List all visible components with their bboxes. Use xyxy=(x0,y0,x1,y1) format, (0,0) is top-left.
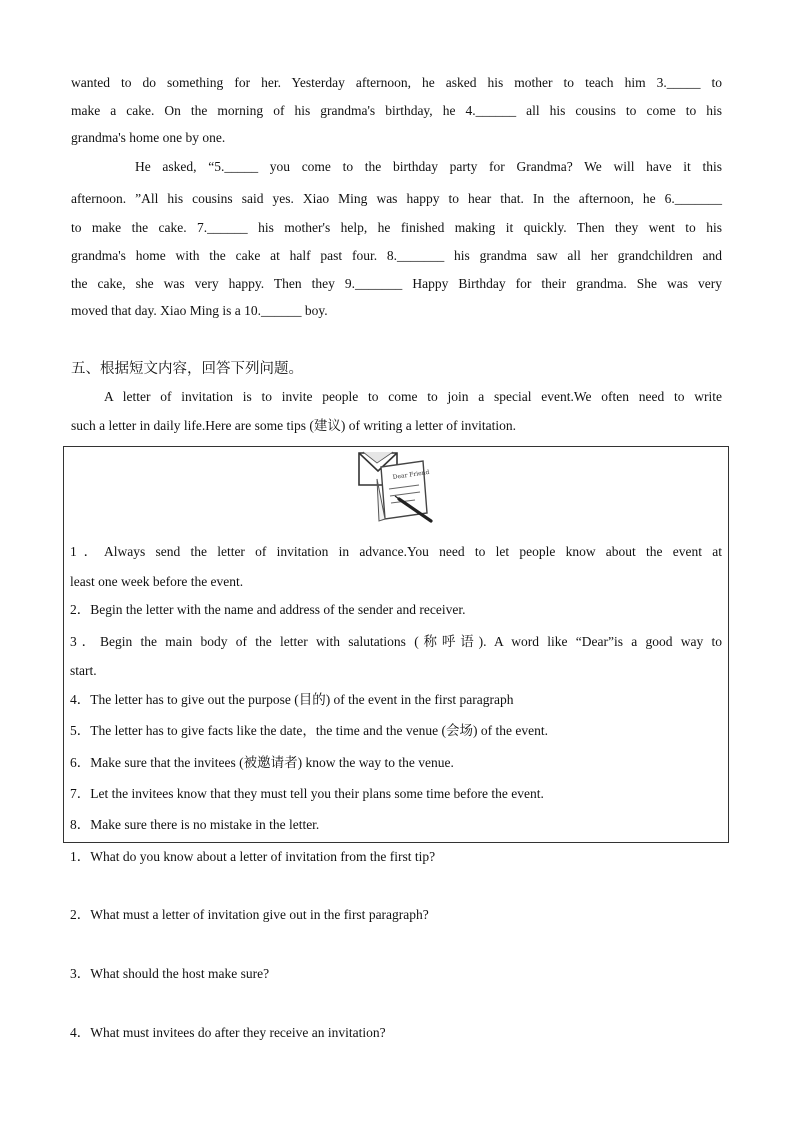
question-1: 1．What do you know about a letter of invitation from the first tip? xyxy=(70,849,436,864)
intro-line-2: such a letter in daily life.Here are some tips (建议) of writing a letter of invitation. xyxy=(71,418,516,433)
letter-envelope-icon xyxy=(355,449,437,529)
passage-line-6: to make the cake. 7.______ his mother's help, he finished making it quickly. Then they went to his xyxy=(71,220,722,235)
section-heading: 五、根据短文内容，回答下列问题。 xyxy=(71,361,303,377)
tip-1: 1．Always send the letter of invitation in advance.You need to let people know about the event at xyxy=(70,544,722,559)
tip-4: 4．The letter has to give out the purpose (目的) of the event in the first paragraph xyxy=(70,692,514,707)
passage-line-9: moved that day. Xiao Ming is a 10.______ boy. xyxy=(71,303,328,318)
passage-line-3: grandma's home one by one. xyxy=(71,130,226,145)
tip-1-cont: least one week before the event. xyxy=(70,574,244,589)
letter-dear-text: Dear Friend xyxy=(392,468,430,481)
question-3: 3．What should the host make sure? xyxy=(70,966,270,981)
question-4: 4．What must invitees do after they receive an invitation? xyxy=(70,1025,386,1040)
tip-5: 5．The letter has to give facts like the date，the time and the venue (会场) of the event. xyxy=(70,723,548,738)
passage-line-7: grandma's home with the cake at half past four. 8._______ his grandma saw all her grandchildren and xyxy=(71,248,722,263)
question-2: 2．What must a letter of invitation give out in the first paragraph? xyxy=(70,907,429,922)
passage-line-5: afternoon. ”All his cousins said yes. Xiao Ming was happy to hear that. In the afternoon, he 6._______ xyxy=(71,191,722,206)
passage-line-4: He asked, “5._____ you come to the birthday party for Grandma? We will have it this xyxy=(135,159,722,174)
tip-3: 3．Begin the main body of the letter with salutations (称呼语). A word like “Dear”is a good way to xyxy=(70,634,722,649)
tip-8: 8．Make sure there is no mistake in the letter. xyxy=(70,817,320,832)
passage-line-1: wanted to do something for her. Yesterday afternoon, he asked his mother to teach him 3._____ to xyxy=(71,75,722,90)
tip-6: 6．Make sure that the invitees (被邀请者) know the way to the venue. xyxy=(70,755,454,770)
tip-7: 7．Let the invitees know that they must tell you their plans some time before the event. xyxy=(70,786,544,801)
intro-line-1: A letter of invitation is to invite people to come to join a special event.We often need to write xyxy=(104,389,722,404)
passage-line-8: the cake, she was very happy. Then they 9._______ Happy Birthday for their grandma. She was very xyxy=(71,276,722,291)
tip-3-cont: start. xyxy=(70,663,97,678)
tip-2: 2．Begin the letter with the name and address of the sender and receiver. xyxy=(70,602,466,617)
passage-line-2: make a cake. On the morning of his grandma's birthday, he 4.______ all his cousins to come to his xyxy=(71,103,722,118)
